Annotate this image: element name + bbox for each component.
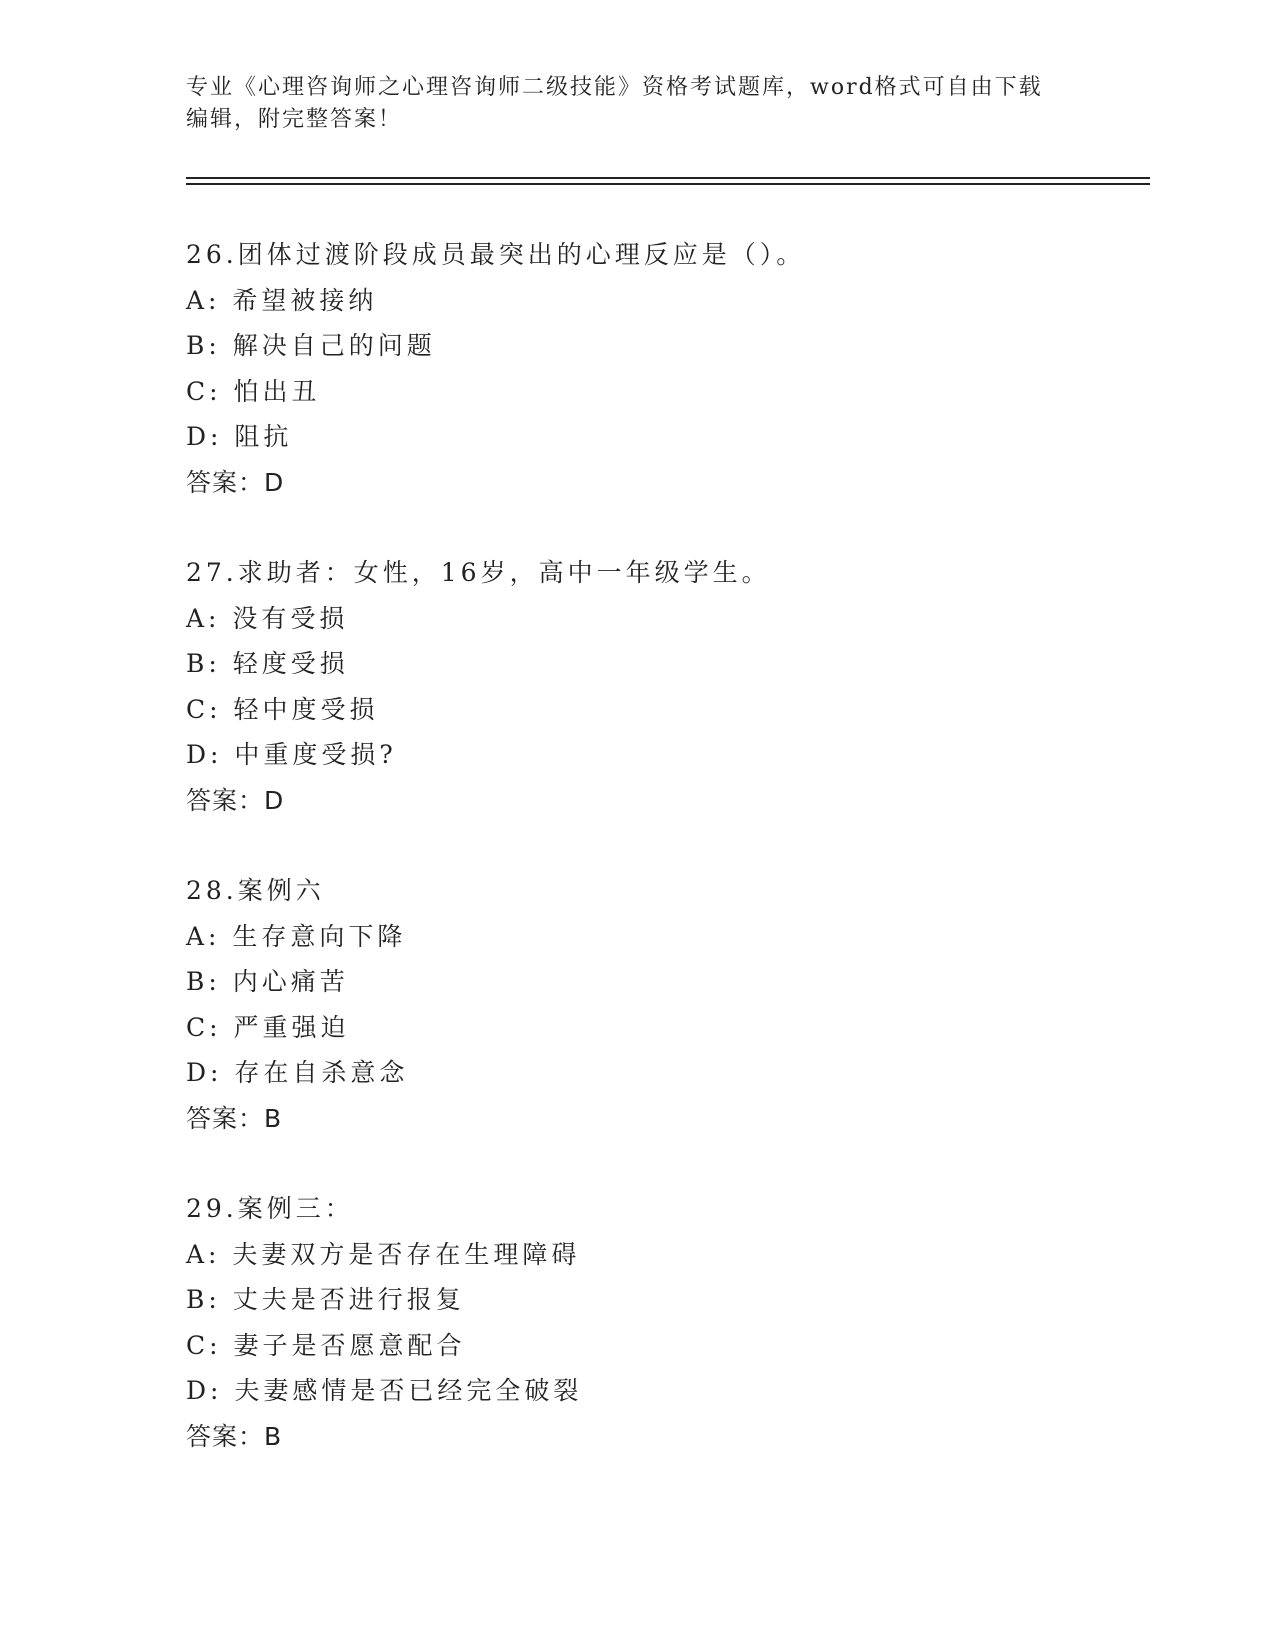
option-c: C: 严重强迫 (186, 1012, 350, 1042)
question-26 (186, 232, 1136, 505)
answer: 答案：D (186, 785, 285, 815)
option-b: B: 内心痛苦 (186, 967, 349, 996)
option-c: C: 妻子是否愿意配合 (186, 1330, 466, 1360)
answer: 答案：D (186, 467, 285, 497)
option-c: C: 轻中度受损 (186, 694, 379, 724)
question-stem: 26.团体过渡阶段成员最突出的心理反应是（）。 (186, 240, 806, 269)
question-stem: 28.案例六 (186, 876, 325, 905)
answer: 答案：B (186, 1103, 283, 1133)
question-stem: 27.求助者：女性，16岁，高中一年级学生。 (186, 558, 771, 587)
option-a: A: 希望被接纳 (186, 285, 378, 315)
question-stem: 29.案例三： (186, 1194, 354, 1223)
header-line-2: 编辑，附完整答案！ (186, 107, 403, 132)
question-29 (186, 1186, 1136, 1459)
option-d: D: 中重度受损? (186, 740, 397, 769)
option-b: B: 轻度受损 (186, 649, 349, 678)
header-divider-top (186, 177, 1150, 179)
option-a: A: 夫妻双方是否存在生理障碍 (186, 1239, 581, 1269)
option-a: A: 生存意向下降 (186, 921, 407, 951)
question-28 (186, 868, 1136, 1141)
answer: 答案：B (186, 1421, 283, 1451)
header-line-1: 专业《心理咨询师之心理咨询师二级技能》资格考试题库，word格式可自由下载 (186, 75, 1043, 100)
option-d: D: 夫妻感情是否已经完全破裂 (186, 1376, 583, 1405)
option-d: D: 阻抗 (186, 422, 293, 451)
question-27 (186, 550, 1136, 823)
option-a: A: 没有受损 (186, 603, 349, 633)
option-b: B: 丈夫是否进行报复 (186, 1285, 465, 1314)
option-d: D: 存在自杀意念 (186, 1058, 409, 1087)
header-divider-bottom (186, 183, 1150, 185)
option-b: B: 解决自己的问题 (186, 331, 436, 360)
document-header (186, 72, 1066, 136)
option-c: C: 怕出丑 (186, 376, 321, 406)
